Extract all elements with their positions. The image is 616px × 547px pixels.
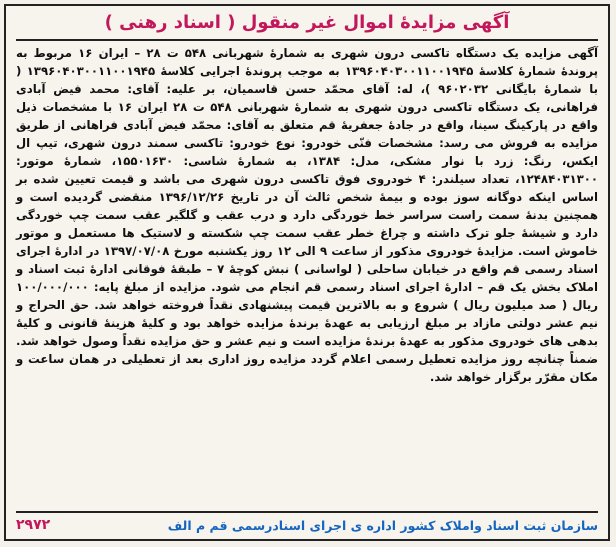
- notice-body: [16, 44, 598, 494]
- issuer-label: سازمان ثبت اسناد واملاک کشور اداره ی اجرای اسنادرسمی قم م الف: [167, 517, 598, 533]
- footer-divider: [16, 511, 598, 513]
- notice-body-text: آگهی مزایده یک دستگاه تاکسی درون شهری به شمارهٔ شهربانی ۵۴۸ ت ۲۸ – ایران ۱۶ مربوط به پروندهٔ شمارهٔ کلاسهٔ ۱۳۹۶۰۴۰۳۰۰۱۱۰۰۱۹۴۵ به موجب پروندهٔ اجرایی کلاسهٔ ۱۳۹۶۰۴۰۳۰۰۱۱۰۰۱۹۴۵ ( با شمارهٔ بایگانی ۹۶۰۲۰۳۲ )، له: آقای محمّد حسن قاسمیان، بر علیه: آقای: محمد فیض آبادی فراهانی، یک دستگاه تاکسی درون شهری به شمارهٔ شهربانی ۵۴۸ ت ۲۸ ایران ۱۶ با مشخصات ذیل واقع در پارکینگ سینا، واقع در جادهٔ جعفریهٔ قم متعلق به آقای: محمّد فیض آبادی فراهانی از طریق مزایده به فروش می رسد: مشخصات فنّی خودرو: نوع خودرو: تاکسی سمند درون شهری، تیپ ال ایکس، رنگ: زرد با نوار مشکی، مدل: ۱۳۸۴، به شمارهٔ شاسی: ۱۵۵۰۱۶۳۰، شمارهٔ موتور: ۱۲۴۸۴۰۳۱۳۰۰، تعداد سیلندر: ۴ خودروی فوق تاکسی درون شهری می باشد و قیمت تعیین شده بر اساس اینکه دوگانه سوز بوده و بیمهٔ شخص ثالث آن در تاریخ ۱۳۹۶/۱۲/۲۶ منقضی گردیده است و همچنین بدنهٔ سمت راست سراسر خط خوردگی دارد و درب عقب و گلگیر عقب سمت چپ خوردگی دارد و شیشهٔ جلو ترک داشته و چراغ خطر عقب سمت چپ شکسته و لاستیک ها مستعمل و موتور خاموش است. مزایدهٔ خودروی مذکور از ساعت ۹ الی ۱۲ روز یکشنبه مورخ ۱۳۹۷/۰۷/۰۸ در ادارهٔ اجرای اسناد رسمی قم واقع در خیابان ساحلی ( لواسانی ) نبش کوچهٔ ۷ – طبقهٔ فوقانی ادارهٔ ثبت اسناد و املاک بخش یک قم – ادارهٔ اجرای اسناد رسمی قم انجام می شود. مزایده از مبلغ پایه: ۱۰۰/۰۰۰/۰۰۰ ریال ( صد میلیون ریال ) شروع و به بالاترین قیمت پیشنهادی نقداً فروخته خواهد شد. حق الحراج و نیم عشر دولتی مازاد بر مبلغ ارزیابی به عهدهٔ برندهٔ مزایده خواهد بود و کلیهٔ هزینهٔ قانونی و کلیهٔ بدهی های خودروی مذکور به عهدهٔ برندهٔ مزایده است و نیم عشر و حق مزایده نقداً وصول خواهد شد. ضمناً چنانچه روز مزایده تعطیل رسمی اعلام گردد مزایده روز اداری بعد از تعطیلی در همان ساعت و مکان مقرّر برگزار خواهد شد.: [16, 46, 599, 384]
- notice-title: آگهی مزایدهٔ اموال غیر منقول ( اسناد رهنی ): [104, 12, 510, 33]
- notice-code: ۲۹۷۲: [16, 517, 51, 533]
- notice-footer: [16, 514, 598, 536]
- title-divider: [16, 39, 598, 41]
- auction-notice: [4, 4, 610, 541]
